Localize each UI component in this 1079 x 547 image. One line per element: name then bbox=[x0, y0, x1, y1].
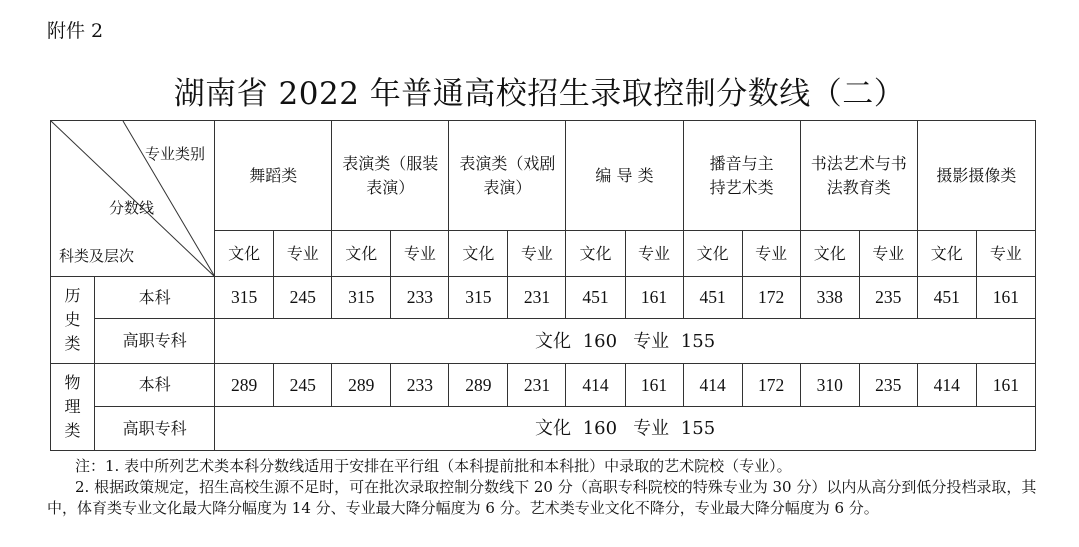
track-name-physics: 物 理 类 bbox=[51, 364, 95, 451]
score-cell: 233 bbox=[391, 277, 449, 319]
score-cell: 289 bbox=[332, 364, 391, 407]
score-cell: 289 bbox=[215, 364, 274, 407]
score-cell: 245 bbox=[274, 277, 332, 319]
page-title: 湖南省 2022 年普通高校招生录取控制分数线（二） bbox=[173, 76, 906, 112]
category-header: 编 导 类 bbox=[566, 121, 683, 231]
major-subheader: 专业 bbox=[274, 231, 332, 277]
score-cell: 161 bbox=[625, 277, 683, 319]
score-cell: 315 bbox=[215, 277, 274, 319]
score-cell: 235 bbox=[859, 277, 917, 319]
score-cell: 172 bbox=[742, 277, 800, 319]
category-header: 舞蹈类 bbox=[215, 121, 332, 231]
score-cell: 310 bbox=[800, 364, 859, 407]
score-cell: 414 bbox=[917, 364, 976, 407]
major-subheader: 专业 bbox=[625, 231, 683, 277]
score-cell: 245 bbox=[274, 364, 332, 407]
culture-subheader: 文化 bbox=[917, 231, 976, 277]
score-cell: 172 bbox=[742, 364, 800, 407]
track-name-history: 历 史 类 bbox=[51, 277, 95, 364]
major-subheader: 专业 bbox=[391, 231, 449, 277]
corner-header-cell bbox=[51, 121, 215, 277]
category-header-row bbox=[51, 121, 1036, 231]
culture-subheader: 文化 bbox=[332, 231, 391, 277]
score-cell: 315 bbox=[332, 277, 391, 319]
score-cell: 451 bbox=[683, 277, 742, 319]
score-cell: 289 bbox=[449, 364, 508, 407]
culture-subheader: 文化 bbox=[800, 231, 859, 277]
level-label: 高职专科 bbox=[95, 319, 215, 364]
table-row bbox=[51, 407, 1036, 451]
score-cell: 451 bbox=[566, 277, 625, 319]
vocational-score-cell: 文化 160 专业 155 bbox=[215, 319, 1036, 364]
track-level-label: 科类及层次 bbox=[59, 247, 135, 265]
vocational-score-cell: 文化 160 专业 155 bbox=[215, 407, 1036, 451]
culture-subheader: 文化 bbox=[449, 231, 508, 277]
culture-subheader: 文化 bbox=[215, 231, 274, 277]
category-header: 摄影摄像类 bbox=[917, 121, 1035, 231]
score-cell: 451 bbox=[917, 277, 976, 319]
major-subheader: 专业 bbox=[742, 231, 800, 277]
note-2: 2. 根据政策规定，招生高校生源不足时，可在批次录取控制分数线下 20 分（高职专科院校的特殊专业为 30 分）以内从高分到低分投档录取，其中，体育类专业文化最大降分幅度为 14 分、专业最大降分幅度为 6 分。艺术类专业文化不降分，专业最大降分幅度为 6 分。 bbox=[47, 478, 1037, 517]
score-cell: 235 bbox=[859, 364, 917, 407]
table-row bbox=[51, 319, 1036, 364]
score-cell: 338 bbox=[800, 277, 859, 319]
category-header: 播音与主 持艺术类 bbox=[683, 121, 800, 231]
score-cell: 231 bbox=[508, 364, 566, 407]
score-cell: 161 bbox=[976, 277, 1035, 319]
major-subheader: 专业 bbox=[976, 231, 1035, 277]
category-header: 书法艺术与书 法教育类 bbox=[800, 121, 917, 231]
score-table bbox=[50, 120, 1036, 451]
culture-subheader: 文化 bbox=[566, 231, 625, 277]
major-category-label: 专业类别 bbox=[145, 145, 206, 163]
major-subheader: 专业 bbox=[859, 231, 917, 277]
level-label: 本科 bbox=[95, 364, 215, 407]
table-row bbox=[51, 277, 1036, 319]
score-cell: 231 bbox=[508, 277, 566, 319]
score-cell: 233 bbox=[391, 364, 449, 407]
level-label: 高职专科 bbox=[95, 407, 215, 451]
major-subheader: 专业 bbox=[508, 231, 566, 277]
level-label: 本科 bbox=[95, 277, 215, 319]
score-cell: 414 bbox=[566, 364, 625, 407]
note-1: 注：1. 表中所列艺术类本科分数线适用于安排在平行组（本科提前批和本科批）中录取的艺术院校（专业）。 bbox=[75, 457, 792, 475]
notes bbox=[47, 456, 1042, 519]
score-cell: 161 bbox=[625, 364, 683, 407]
score-cell: 161 bbox=[976, 364, 1035, 407]
score-line-label: 分数线 bbox=[109, 199, 155, 217]
category-header: 表演类（服装 表演） bbox=[332, 121, 449, 231]
culture-subheader: 文化 bbox=[683, 231, 742, 277]
table-row bbox=[51, 364, 1036, 407]
attachment-label: 附件 2 bbox=[47, 20, 104, 42]
score-cell: 315 bbox=[449, 277, 508, 319]
score-cell: 414 bbox=[683, 364, 742, 407]
category-header: 表演类（戏剧 表演） bbox=[449, 121, 566, 231]
